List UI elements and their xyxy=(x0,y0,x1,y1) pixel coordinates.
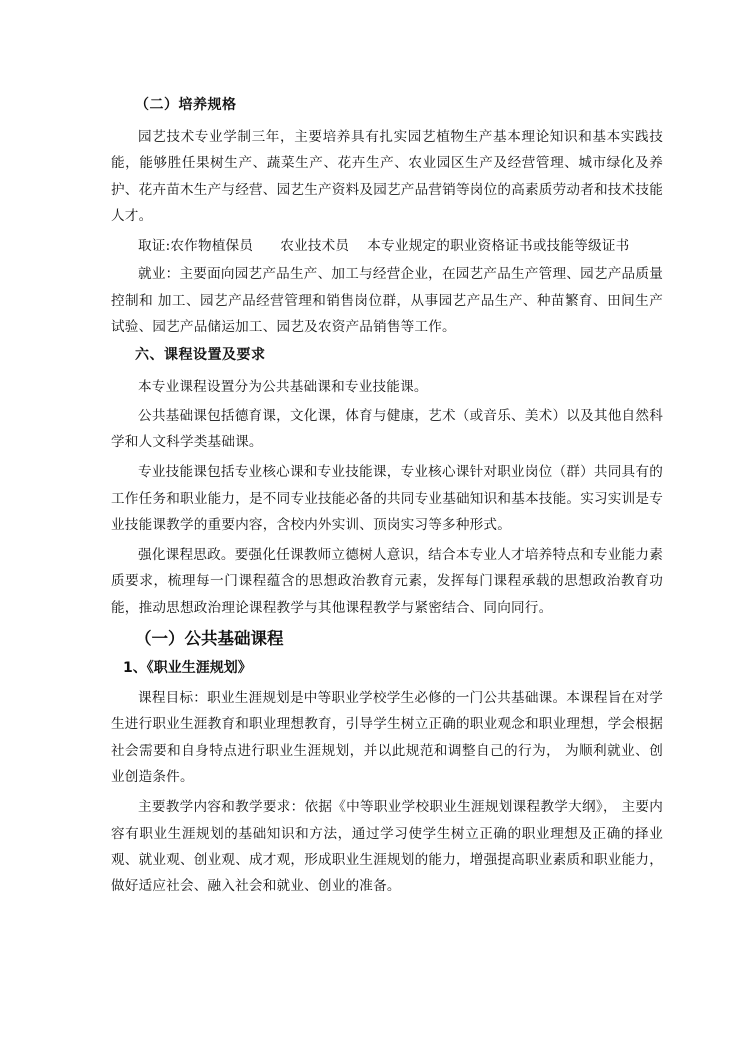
heading-training-specs: （二）培养规格 xyxy=(135,97,237,113)
heading-course-settings: 六、课程设置及要求 xyxy=(135,347,266,364)
paragraph-course-objectives: 课程目标：职业生涯规划是中等职业学校学生必修的一门公共基础课。本课程旨在对学生进行职业生涯教育和职业理想教育，引导学生树立正确的职业观念和职业理想，学会根据社会需要和自身特点进行职业生涯规划，并以此规范和调整自己的行为， 为顺利就业、创业创造条件。 xyxy=(111,690,663,785)
paragraph-program-overview: 园艺技术专业学制三年，主要培养具有扎实园艺植物生产基本理论知识和基本实践技能，能够胜任果树生产、蔬菜生产、花卉生产、农业园区生产及经营管理、城市绿化及养护、花卉苗木生产与经营、园艺生产资料及园艺产品营销等岗位的高素质劳动者和技术技能人才。 xyxy=(111,129,663,224)
paragraph-ideological-education: 强化课程思政。要强化任课教师立德树人意识，结合本专业人才培养特点和专业能力素质要求，梳理每一门课程蕴含的思想政治教育元素，发挥每门课程承载的思想政治教育功能，推动思想政治理论课程教学与其他课程教学与紧密结合、同向同行。 xyxy=(111,547,663,616)
heading-public-basic-courses: （一）公共基础课程 xyxy=(135,629,284,649)
paragraph-teaching-content: 主要教学内容和教学要求：依据《中等职业学校职业生涯规划课程教学大纲》， 主要内容有职业生涯规划的基础知识和方法，通过学习使学生树立正确的职业理想及正确的择业观、就业观、创业观、成才观，形成职业生涯规划的能力，增强提高职业素质和职业能力，做好适应社会、融入社会和就业、创业的准备。 xyxy=(111,799,663,895)
paragraph-certificates: 取证:农作物植保员 农业技术员 本专业规定的职业资格证书或技能等级证书 xyxy=(138,238,630,255)
page-content xyxy=(111,94,663,903)
paragraph-employment: 就业：主要面向园艺产品生产、加工与经营企业，在园艺产品生产管理、园艺产品质量控制和 加工、园艺产品经营管理和销售岗位群，从事园艺产品生产、种苗繁育、田间生产试验、园艺产品储运加工、园艺及农资产品销售等工作。 xyxy=(111,266,663,336)
paragraph-course-categories: 本专业课程设置分为公共基础课和专业技能课。 xyxy=(138,379,428,396)
paragraph-public-basic-courses: 公共基础课包括德育课，文化课，体育与健康，艺术（或音乐、美术）以及其他自然科学和人文科学类基础课。 xyxy=(111,407,663,450)
paragraph-professional-skill-courses: 专业技能课包括专业核心课和专业技能课，专业核心课针对职业岗位（群）共同具有的工作任务和职业能力，是不同专业技能必备的共同专业基础知识和基本技能。实习实训是专业技能课教学的重要内容，含校内外实训、顶岗实习等多种形式。 xyxy=(111,464,663,533)
heading-career-planning-course: 1、《职业生涯规划》 xyxy=(123,660,252,677)
